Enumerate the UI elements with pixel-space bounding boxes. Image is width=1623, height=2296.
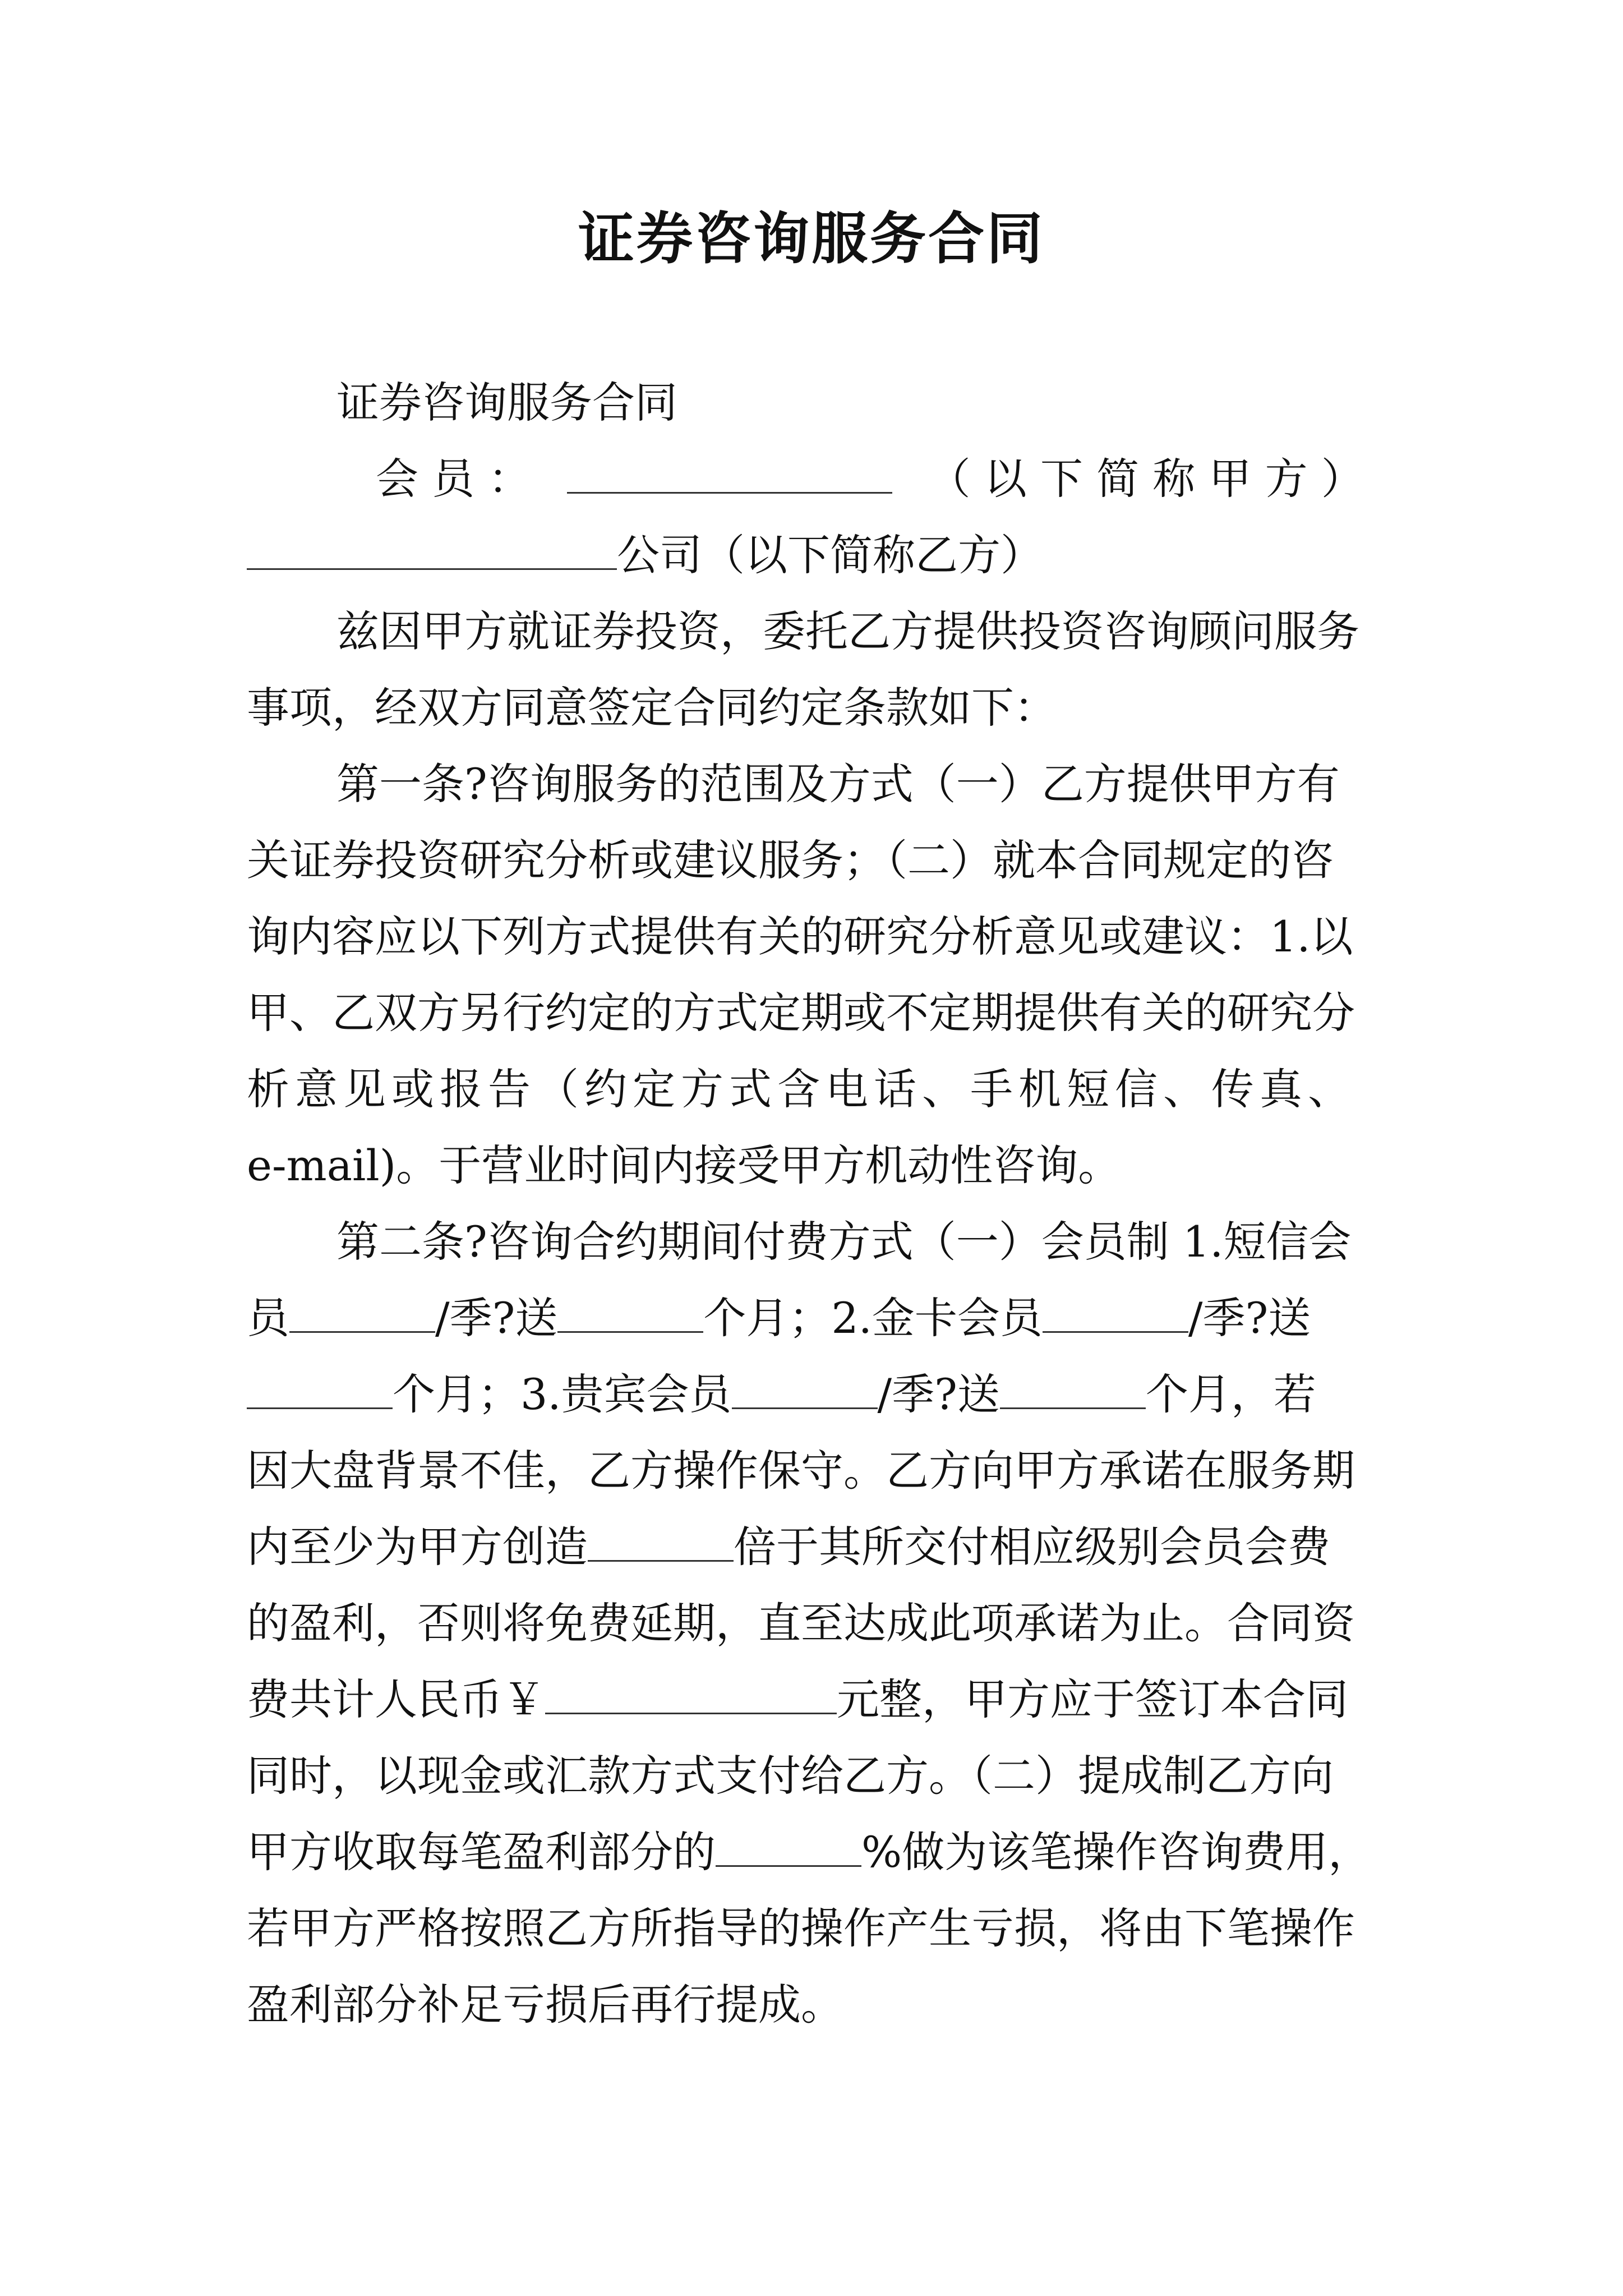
fill-blank (289, 1293, 435, 1333)
paragraph-line: 兹因甲方就证券投资，委托乙方提供投资咨询顾问服务 (336, 606, 1359, 656)
text-segment: 个月；3.贵宾会员 (393, 1369, 732, 1419)
paragraph-line: e-mail)。于营业时间内接受甲方机动性咨询。 (247, 1140, 1121, 1190)
text-segment: 倍于其所交付相应级别会员会费 (734, 1522, 1330, 1572)
text-segment: 员 (247, 1293, 289, 1343)
paragraph-line: 析意见或报告（约定方式含电话、手机短信、传真、 (247, 1064, 1356, 1114)
fill-blank (588, 1522, 734, 1562)
member-label: 会 员 ： (376, 454, 531, 504)
text-segment: 元整，甲方应于签订本合同 (837, 1674, 1348, 1724)
fill-blank (247, 1369, 393, 1409)
paragraph-line: 关证券投资研究分析或建议服务；（二）就本合同规定的咨 (247, 835, 1334, 885)
company-name-blank (247, 530, 617, 570)
paragraph-line: 因大盘背景不佳，乙方操作保守。乙方向甲方承诺在服务期 (247, 1446, 1355, 1496)
text-segment: %做为该笔操作咨询费用， (861, 1827, 1371, 1877)
text-segment: /季?送 (1188, 1293, 1311, 1343)
fill-blank (1000, 1369, 1146, 1409)
fill-blank (557, 1293, 703, 1333)
paragraph-line: 第二条?咨询合约期间付费方式（一）会员制 1.短信会 (336, 1217, 1352, 1267)
fill-blank (1043, 1293, 1188, 1333)
paragraph-line (247, 1662, 1380, 1738)
fill-blank (732, 1369, 878, 1409)
text-segment: 内至少为甲方创造 (247, 1522, 588, 1572)
paragraph-line: 同时，以现金或汇款方式支付给乙方。（二）提成制乙方向 (247, 1751, 1334, 1801)
text-segment: /季?送 (435, 1293, 558, 1343)
text-segment: 费共计人民币￥ (247, 1674, 545, 1724)
paragraph-line: 事项，经双方同意签定合同约定条款如下： (247, 683, 1057, 733)
member-line (247, 441, 1380, 517)
paragraph-line (247, 1356, 1380, 1433)
paragraph-line (247, 1280, 1380, 1356)
paragraph-line: 若甲方严格按照乙方所指导的操作产生亏损，将由下笔操作 (247, 1903, 1355, 1953)
company-line (247, 517, 1380, 593)
paragraph-line (247, 1509, 1380, 1585)
commission-percent-blank (716, 1827, 861, 1867)
member-name-blank (567, 454, 892, 494)
fee-amount-blank (545, 1674, 837, 1714)
paragraph-line: 盈利部分补足亏损后再行提成。 (247, 1980, 843, 2030)
paragraph-line: 的盈利，否则将免费延期，直至达成此项承诺为止。合同资 (247, 1598, 1355, 1648)
contract-subtitle: 证券咨询服务合同 (336, 378, 677, 427)
company-suffix: 公司（以下简称乙方） (617, 530, 1043, 580)
text-segment: 个月，若 (1145, 1369, 1316, 1419)
paragraph-line: 甲、乙双方另行约定的方式定期或不定期提供有关的研究分 (247, 988, 1355, 1038)
text-segment: /季?送 (877, 1369, 1000, 1419)
document-title: 证券咨询服务合同 (578, 205, 1045, 272)
paragraph-line: 第一条?咨询服务的范围及方式（一）乙方提供甲方有 (336, 759, 1340, 809)
text-segment: 个月；2.金卡会员 (703, 1293, 1043, 1343)
member-suffix: （ 以 下 简 称 甲 方 ） (928, 454, 1364, 504)
paragraph-line: 询内容应以下列方式提供有关的研究分析意见或建议：1.以 (247, 912, 1353, 961)
text-segment: 甲方收取每笔盈利部分的 (247, 1827, 716, 1877)
paragraph-line (247, 1814, 1380, 1890)
